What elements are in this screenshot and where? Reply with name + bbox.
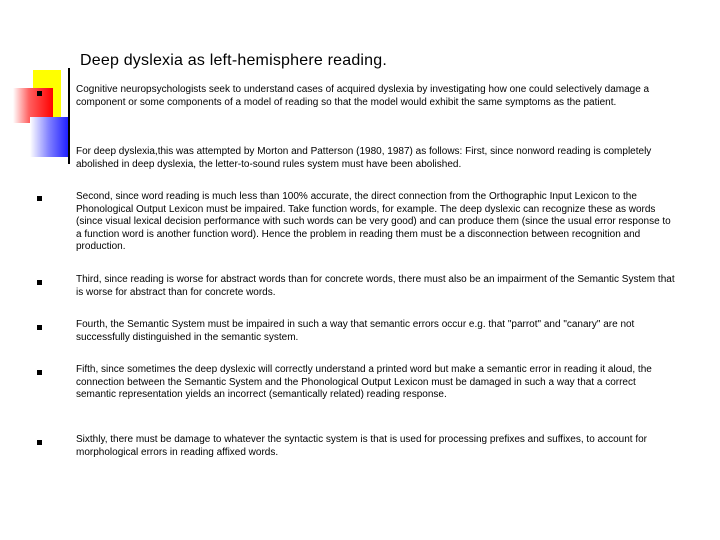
bullet-marker-icon bbox=[37, 91, 42, 96]
decorative-vertical-line bbox=[68, 68, 70, 164]
bullet-marker-icon bbox=[37, 440, 42, 445]
bullet-text: Fourth, the Semantic System must be impaired in such a way that semantic errors occur e.g. that "parrot" and "canary" are not successfully distinguished in the semantic system. bbox=[76, 319, 635, 343]
bullet-text: Sixthly, there must be damage to whatever the syntactic system is that is used for processing prefixes and suffixes, to account for morphological errors in reading affixed words. bbox=[76, 434, 648, 458]
slide-title: Deep dyslexia as left-hemisphere reading. bbox=[80, 52, 388, 69]
bullet-marker-icon bbox=[37, 280, 42, 285]
bullet-marker-icon bbox=[37, 325, 42, 330]
bullet-text: For deep dyslexia,this was attempted by Morton and Patterson (1980, 1987) as follows: First, since nonword reading is completely abolished in deep dyslexia, the letter-to-sound rules system must have been abolished. bbox=[76, 146, 652, 170]
bullet-marker-icon bbox=[37, 370, 42, 375]
decorative-blue-block bbox=[30, 117, 68, 157]
bullet-text: Third, since reading is worse for abstract words than for concrete words, there must also be an impairment of the Semantic System that is worse for abstract than for concrete words. bbox=[76, 274, 675, 298]
bullet-text: Fifth, since sometimes the deep dyslexic will correctly understand a printed word but make a semantic error in reading it aloud, the connection between the Semantic System and the Phonological Output Lexicon must be damaged in such a way that a correct semantic representation yields an incorrect (semantically related) reading response. bbox=[76, 364, 652, 400]
bullet-marker-icon bbox=[37, 196, 42, 201]
bullet-text: Second, since word reading is much less than 100% accurate, the direct connection from the Orthographic Input Lexicon to the Phonological Output Lexicon must be impaired. Take function words, for example. The deep dyslexic can recognize these as words (since visual lexical decision performance with such words can be very good) and can produce them (since the usual error response to a function word is another function word). Hence the problem in reading them must be a disconnection between recognition and production. bbox=[76, 191, 671, 252]
bullet-text: Cognitive neuropsychologists seek to understand cases of acquired dyslexia by investigating how one could selectively damage a component or some components of a model of reading so that the model would exhibit the same symptoms as the patient. bbox=[76, 84, 650, 108]
